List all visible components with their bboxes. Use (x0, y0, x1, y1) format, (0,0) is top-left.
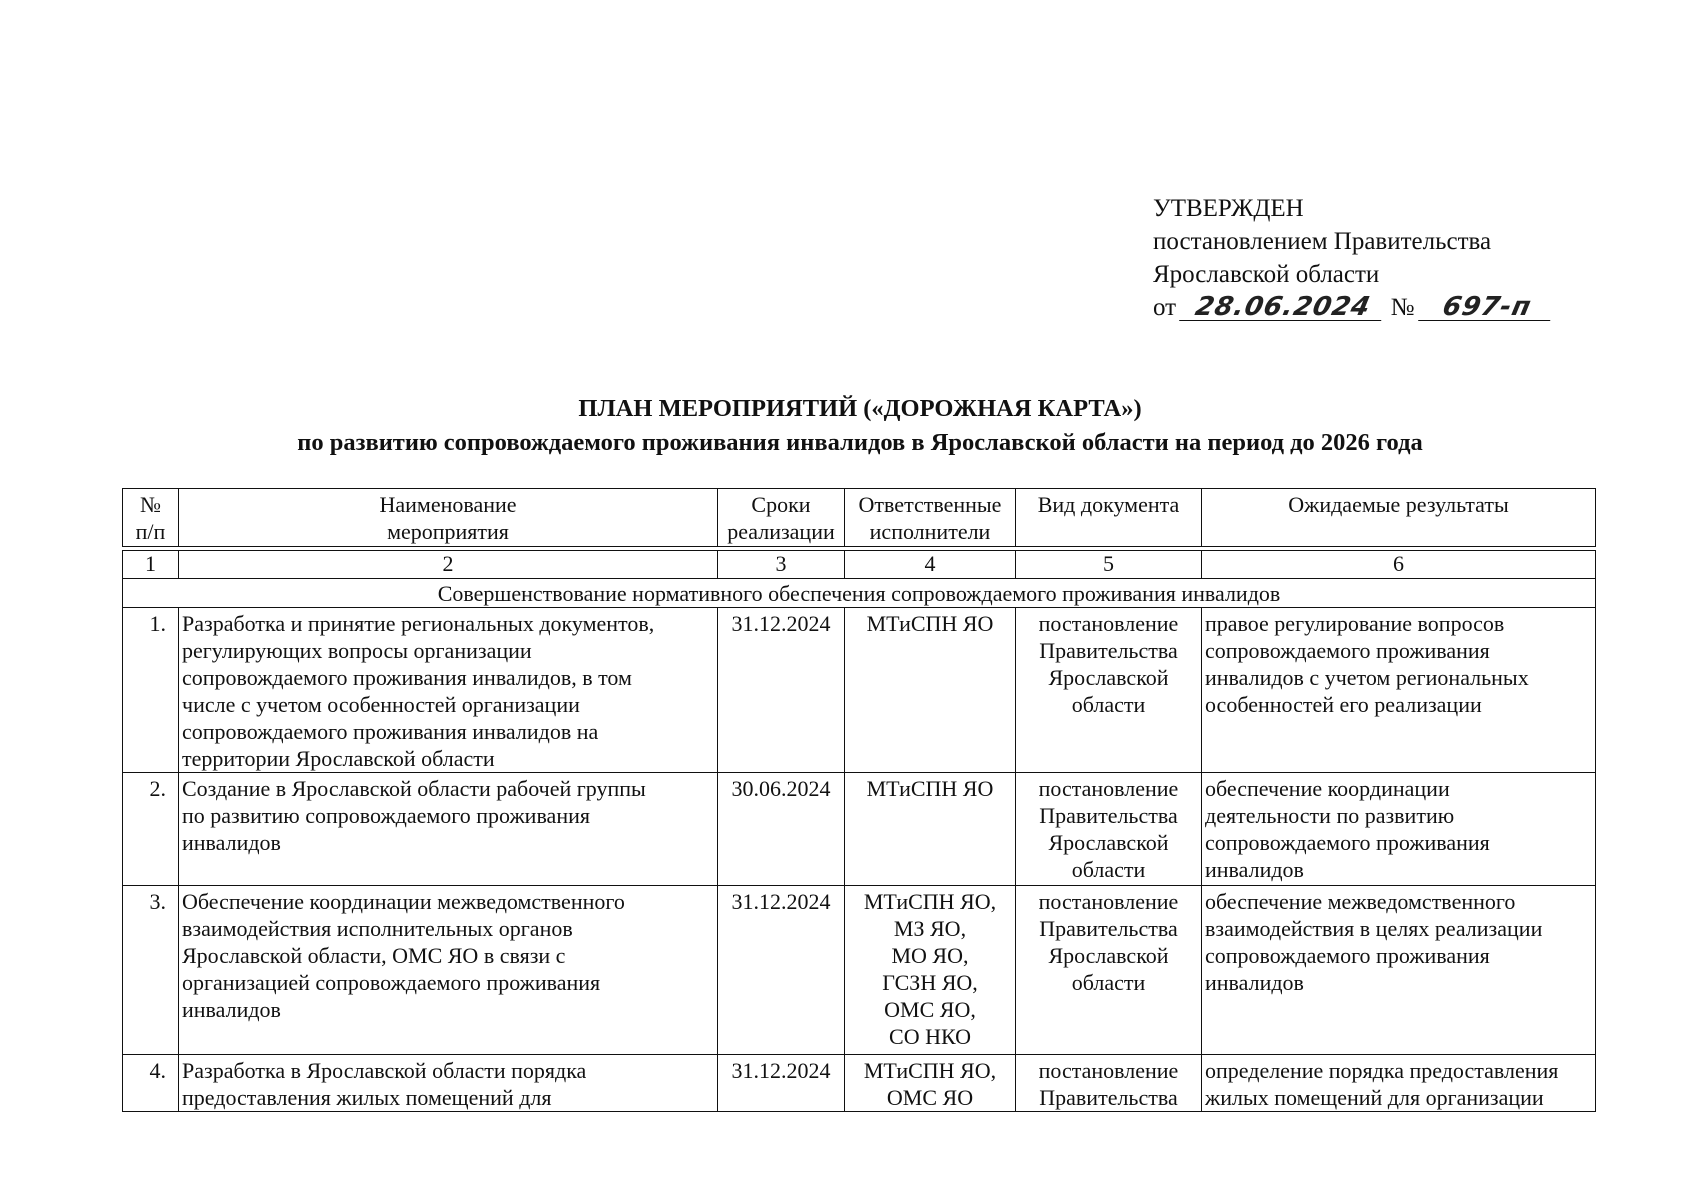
table-header-row (123, 489, 1596, 547)
row-activity-name: Обеспечение координации межведомственного взаимодействия исполнительных органов Ярославской области, ОМС ЯО в связи с организацией сопровождаемого проживания инвалидов (179, 886, 718, 1055)
row-activity-name: Разработка в Ярославской области порядка предоставления жилых помещений для (179, 1055, 718, 1112)
row-deadline: 30.06.2024 (718, 773, 845, 886)
handwritten-date: 28.06.2024 (1179, 294, 1387, 321)
table-row (123, 1055, 1596, 1112)
row-results: обеспечение межведомственного взаимодействия в целях реализации сопровождаемого проживания инвалидов (1202, 886, 1596, 1055)
title-subtitle: по развитию сопровождаемого проживания инвалидов в Ярославской области на период до 2026 года (297, 429, 1423, 456)
column-number: 5 (1016, 551, 1202, 579)
column-number: 6 (1202, 551, 1596, 579)
row-executors: МТиСПН ЯО, ОМС ЯО (845, 1055, 1016, 1112)
column-number-row (123, 551, 1596, 579)
row-executors: МТиСПН ЯО, МЗ ЯО, МО ЯО, ГСЗН ЯО, ОМС ЯО, СО НКО (845, 886, 1016, 1055)
approval-stamp (1153, 192, 1553, 324)
document-title (120, 392, 1600, 460)
row-deadline: 31.12.2024 (718, 886, 845, 1055)
approval-line-resolution: постановлением Правительства (1153, 228, 1492, 255)
table-row (123, 608, 1596, 773)
column-number: 2 (179, 551, 718, 579)
row-doc-type: постановление Правительства Ярославской области (1016, 608, 1202, 773)
row-doc-type: постановление Правительства (1016, 1055, 1202, 1112)
table-row (123, 886, 1596, 1055)
row-doc-type: постановление Правительства Ярославской области (1016, 886, 1202, 1055)
handwritten-number: 697-п (1418, 294, 1556, 321)
table-row (123, 773, 1596, 886)
row-number: 1. (123, 608, 179, 773)
row-results: определение порядка предоставления жилых помещений для организации (1202, 1055, 1596, 1112)
row-executors: МТиСПН ЯО (845, 608, 1016, 773)
row-number: 4. (123, 1055, 179, 1112)
title-main: ПЛАН МЕРОПРИЯТИЙ («ДОРОЖНАЯ КАРТА») (578, 395, 1142, 422)
approval-heading: УТВЕРЖДЕН (1153, 195, 1304, 222)
row-number: 2. (123, 773, 179, 886)
row-activity-name: Разработка и принятие региональных документов, регулирующих вопросы организации сопровождаемого проживания инвалидов, в том числе с учетом особенностей организации сопровождаемого проживания инвалидов на территории Ярославской области (179, 608, 718, 773)
header-executors: Ответственные исполнители (845, 489, 1016, 547)
roadmap-table (122, 488, 1596, 1112)
header-name: Наименование мероприятия (179, 489, 718, 547)
approval-line-region: Ярославской области (1153, 261, 1380, 288)
row-number: 3. (123, 886, 179, 1055)
row-executors: МТиСПН ЯО (845, 773, 1016, 886)
number-prefix: № (1390, 294, 1415, 321)
header-deadline: Сроки реализации (718, 489, 845, 547)
row-activity-name: Создание в Ярославской области рабочей группы по развитию сопровождаемого проживания инвалидов (179, 773, 718, 886)
row-deadline: 31.12.2024 (718, 608, 845, 773)
header-num: № п/п (123, 489, 179, 547)
section-row (123, 579, 1596, 608)
column-number: 3 (718, 551, 845, 579)
header-results: Ожидаемые результаты (1202, 489, 1596, 547)
section-title: Совершенствование нормативного обеспечения сопровождаемого проживания инвалидов (123, 579, 1596, 608)
column-number: 1 (123, 551, 179, 579)
row-results: обеспечение координации деятельности по развитию сопровождаемого проживания инвалидов (1202, 773, 1596, 886)
approval-date-line (1153, 291, 1553, 324)
column-number: 4 (845, 551, 1016, 579)
date-prefix: от (1153, 294, 1177, 321)
header-doc-type: Вид документа (1016, 489, 1202, 547)
row-results: правое регулирование вопросов сопровождаемого проживания инвалидов с учетом региональных особенностей его реализации (1202, 608, 1596, 773)
row-deadline: 31.12.2024 (718, 1055, 845, 1112)
row-doc-type: постановление Правительства Ярославской области (1016, 773, 1202, 886)
